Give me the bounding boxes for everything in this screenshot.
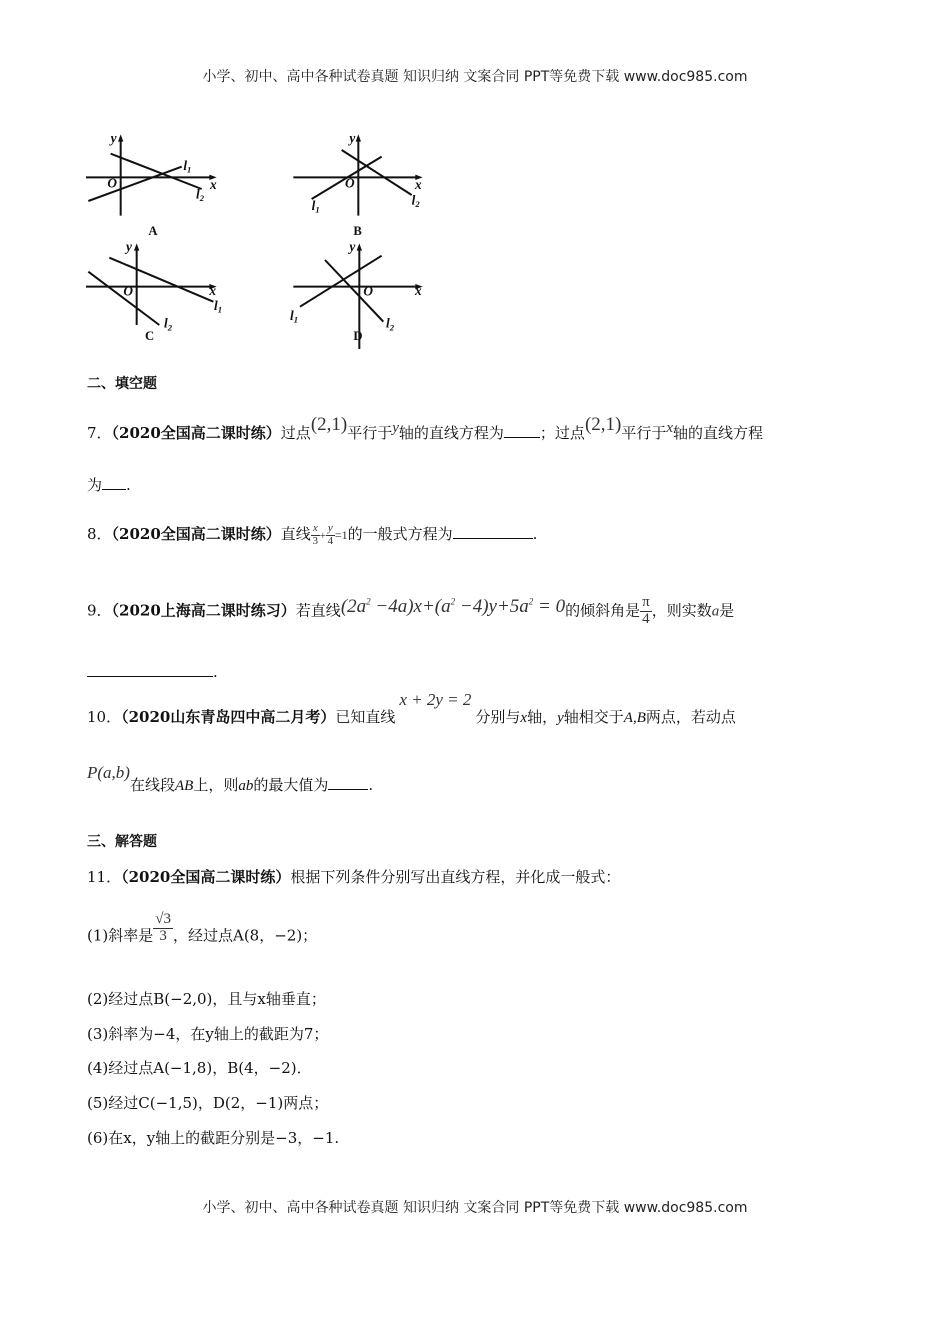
l2-label: $l_2$ <box>164 315 173 333</box>
y-label: y <box>349 130 356 146</box>
l1-label: $l_1$ <box>290 308 299 325</box>
page-footer: 小学、初中、高中各种试卷真题 知识归纳 文案合同 PPT等免费下载 www.doc985.com <box>202 1200 748 1216</box>
y-label: y <box>126 239 132 254</box>
question-11-part-3: (3)斜率为−4，在y轴上的截距为7； <box>87 1025 329 1043</box>
answer-blank[interactable] <box>87 662 213 677</box>
question-11-part-1: (1)斜率是 $\frac{√3}{3}$ ，经过点A(8，−2)； <box>87 911 318 945</box>
section-heading-fill-in: 二、填空题 <box>87 376 157 392</box>
y-label: y <box>349 239 356 254</box>
answer-blank[interactable] <box>328 775 368 790</box>
question-7: 7．（2020全国高二课时练）过点(2,1)平行于y轴的直线方程为 ；过点(2,1)平行于x轴的直线方程 <box>87 414 764 442</box>
question-11-part-2: (2)经过点B(−2,0)，且与x轴垂直； <box>87 990 326 1008</box>
question-8: 8．（2020全国高二课时练）直线 $\frac{x}{3}$ + $\frac{y}{4}$ =1的一般式方程为 . <box>87 522 538 547</box>
question-9-cont: . <box>87 662 218 682</box>
origin-label: O <box>345 175 355 191</box>
x-label: x <box>415 177 422 192</box>
x-label: x <box>415 283 422 298</box>
line-l1 <box>300 256 382 307</box>
caption-b: B <box>353 224 362 238</box>
diagram-a <box>86 130 217 238</box>
origin-label: O <box>363 283 373 299</box>
l1-label: $l_1$ <box>214 298 223 315</box>
caption-c: C <box>145 329 155 343</box>
question-11-part-5: (5)经过C(−1,5)，D(2，−1)两点； <box>87 1094 329 1112</box>
l2-label: $l_2$ <box>196 186 205 203</box>
caption-d: D <box>353 329 363 343</box>
line-l2 <box>325 260 383 322</box>
answer-blank[interactable] <box>453 524 533 539</box>
answer-blank[interactable] <box>504 423 540 438</box>
answer-blank[interactable] <box>102 475 126 490</box>
origin-label: O <box>123 283 133 299</box>
l1-label: $l_1$ <box>311 198 320 215</box>
question-11-part-4: (4)经过点A(−1,8)，B(4，−2)． <box>87 1059 312 1077</box>
diagram-c <box>86 239 222 343</box>
l2-label: $l_2$ <box>411 192 420 209</box>
l1-label: $l_1$ <box>183 158 192 175</box>
caption-a: A <box>148 224 158 238</box>
question-11: 11．（2020全国高二课时练）根据下列条件分别写出直线方程，并化成一般式： <box>87 868 621 886</box>
question-10-cont: P(a,b)在线段AB上，则ab的最大值为 . <box>87 763 374 794</box>
question-10: 10．（2020山东青岛四中高二月考）已知直线x + 2y = 2分别与x轴，y轴相交于A,B两点，若动点 <box>87 690 736 726</box>
y-arrow <box>118 134 123 141</box>
section-heading-solve: 三、解答题 <box>87 834 157 850</box>
line-diagrams <box>80 125 440 350</box>
x-label: x <box>210 177 217 192</box>
y-label: y <box>110 130 117 146</box>
question-9: 9．（2020上海高二课时练习）若直线$(2a^2 -4a)x+(a^2 -4)y+5a^2 = 0$的倾斜角是 $\frac{\pi}{4}$ ，则实数a是 <box>87 594 735 627</box>
question-11-part-6: (6)在x，y轴上的截距分别是−3，−1. <box>87 1129 340 1147</box>
line-l1 <box>88 167 181 201</box>
diagram-d <box>290 239 423 349</box>
origin-label: O <box>107 175 117 191</box>
question-7-cont: 为 . <box>87 476 131 494</box>
diagram-b <box>293 130 422 238</box>
page-header: 小学、初中、高中各种试卷真题 知识归纳 文案合同 PPT等免费下载 www.doc985.com <box>202 69 748 85</box>
x-label: x <box>209 283 217 298</box>
l2-label: $l_2$ <box>386 315 395 333</box>
